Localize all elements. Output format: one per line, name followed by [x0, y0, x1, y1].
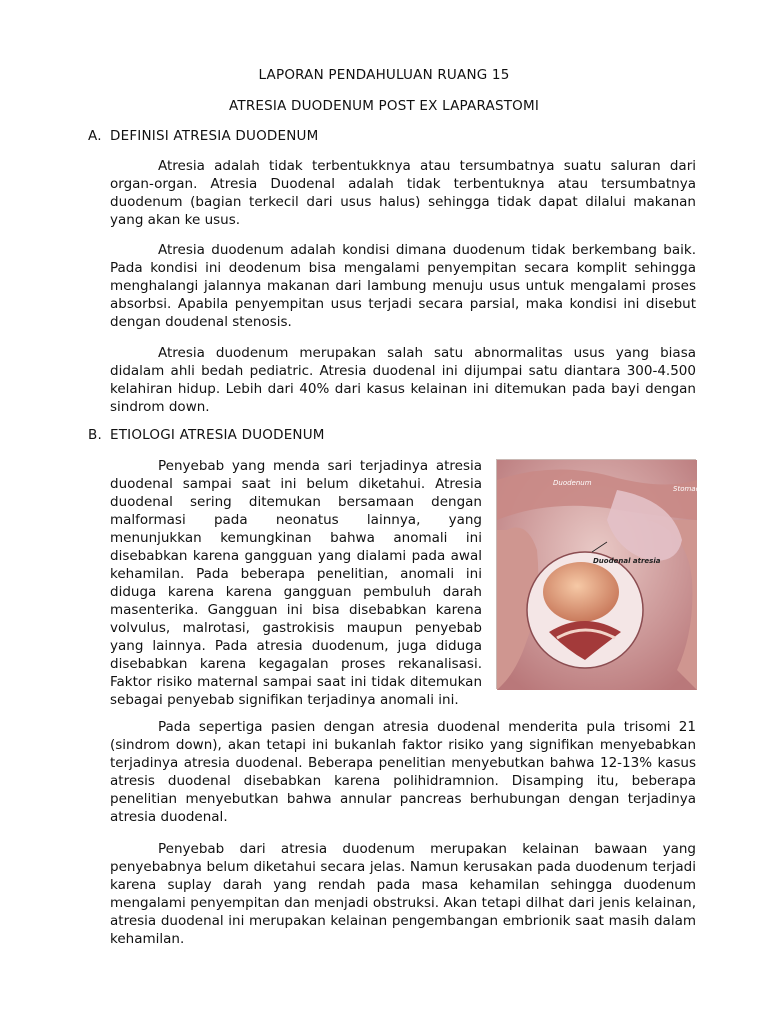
label-duodenal-atresia: Duodenal atresia: [593, 557, 661, 565]
section-a-paragraph-1: Atresia adalah tidak terbentukknya atau tersumbatnya suatu saluran dari organ-organ. Atresia Duodenal adalah tidak terbentuknya atau tersumbatnya duodenum (bagian terkecil dari usus halus) sehingga tidak dapat dilalui makanan yang akan ke usus.: [110, 158, 696, 228]
section-a-title: DEFINISI ATRESIA DUODENUM: [110, 128, 319, 144]
section-b-paragraph-2: Pada sepertiga pasien dengan atresia duodenal menderita pula trisomi 21 (sindrom down), akan tetapi ini bukanlah faktor risiko yang signifikan menyebabkan terjadinya atresia duodenal. Beberapa penelitian menyebutkan bahwa 12-13% kasus atresis duodenal disebabkan karena polihidramnion. Disamping itu, beberapa penelitian menyebutkan bahwa annular pancreas berhubungan dengan terjadinya atresia duodenal.: [110, 719, 696, 825]
duodenal-atresia-illustration: [496, 459, 704, 689]
label-stomach: Stomach: [673, 485, 704, 493]
document-title: LAPORAN PENDAHULUAN RUANG 15: [258, 67, 510, 83]
label-duodenum: Duodenum: [553, 479, 592, 487]
section-b-paragraph-3: Penyebab dari atresia duodenum merupakan kelainan bawaan yang penyebabnya belum diketahui secara jelas. Namun kerusakan pada duodenum terjadi karena suplay darah yang rendah pada masa kehamilan sehingga duodenum mengalami penyempitan dan menjadi obstruksi. Akan tetapi dilhat dari jenis kelainan, atresia duodenal ini merupakan kelainan pengembangan embrionik saat masih dalam kehamilan.: [110, 841, 696, 947]
section-a-paragraph-2: Atresia duodenum adalah kondisi dimana duodenum tidak berkembang baik. Pada kondisi ini deodenum bisa mengalami penyempitan secara komplit sehingga menghalangi jalannya makanan dari lambung menuju usus untuk mengalami proses absorbsi. Apabila penyempitan usus terjadi secara parsial, maka kondisi ini disebut dengan doudenal stenosis.: [110, 242, 696, 330]
document-subtitle: ATRESIA DUODENUM POST EX LAPARASTOMI: [228, 98, 540, 114]
section-a-paragraph-3: Atresia duodenum merupakan salah satu abnormalitas usus yang biasa didalam ahli bedah pediatric. Atresia duodenal ini dijumpai satu diantara 300-4.500 kelahiran hidup. Lebih dari 40% dari kasus kelainan ini ditemukan pada bayi dengan sindrom down.: [110, 345, 696, 415]
section-b-heading: [88, 427, 325, 443]
section-a-heading: [88, 128, 318, 144]
section-b-number: B.: [88, 427, 102, 443]
section-a-number: A.: [88, 128, 102, 144]
section-b-paragraph-1: Penyebab yang menda sari terjadinya atresia duodenal sampai saat ini belum diketahui. Atresia duodenal sering ditemukan bersamaan dengan malformasi pada neonatus lainnya, yang menunjukkan kemungkinan bahwa anomali ini disebabkan karena gangguan yang dialami pada awal kehamilan. Pada beberapa penelitian, anomali ini diduga karena karena gangguan pembuluh darah masenterika. Gangguan ini bisa disebabkan karena volvulus, malrotasi, gastrokisis maupun penyebab yang lainnya. Pada atresia duodenum, juga diduga disebabkan karena kegagalan proses rekanalisasi. Faktor risiko maternal sampai saat ini tidak ditemukan sebagai penyebab signifikan terjadinya anomali ini.: [110, 458, 482, 708]
section-b-paragraph-1-block: [110, 457, 704, 709]
section-b-title: ETIOLOGI ATRESIA DUODENUM: [110, 427, 325, 443]
